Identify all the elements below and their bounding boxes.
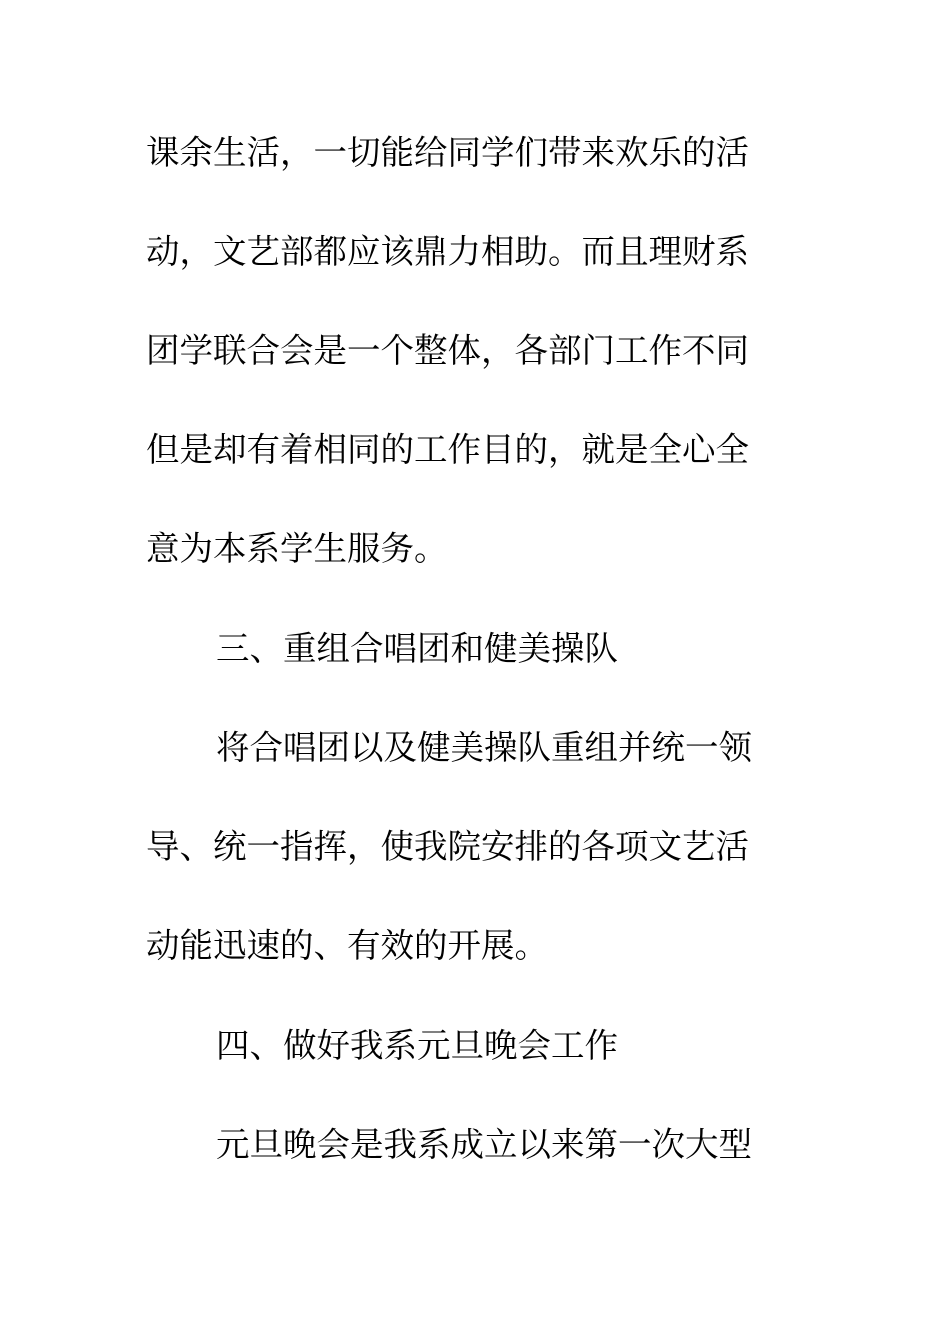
paragraph-line: 将合唱团以及健美操队重组并统一领 — [216, 728, 752, 767]
paragraph-line: 元旦晚会是我系成立以来第一次大型 — [216, 1125, 752, 1164]
section-heading: 四、做好我系元旦晚会工作 — [216, 1026, 618, 1065]
paragraph-line: 意为本系学生服务。 — [146, 529, 448, 568]
section-heading: 三、重组合唱团和健美操队 — [216, 629, 618, 668]
paragraph-line: 团学联合会是一个整体，各部门工作不同 — [146, 331, 749, 370]
paragraph-line: 导、统一指挥，使我院安排的各项文艺活 — [146, 827, 749, 866]
paragraph-line: 课余生活，一切能给同学们带来欢乐的活 — [146, 133, 749, 172]
paragraph-line: 动能迅速的、有效的开展。 — [146, 926, 548, 965]
paragraph-line: 但是却有着相同的工作目的，就是全心全 — [146, 430, 749, 469]
paragraph-line: 动，文艺部都应该鼎力相助。而且理财系 — [146, 232, 749, 271]
